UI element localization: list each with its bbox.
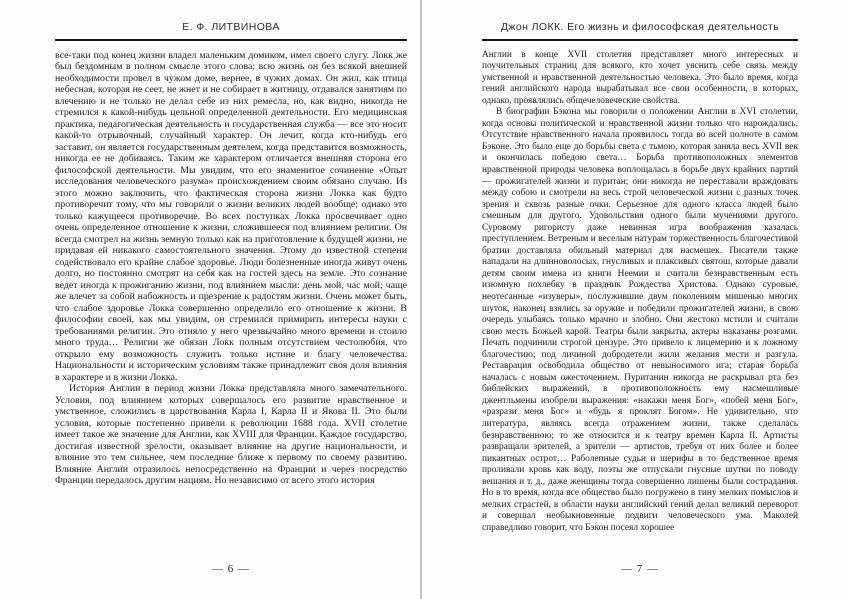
paragraph: В биографии Бэкона мы говорили о положении Англии в XVI столетии, когда основы политической и нравственной жизни только что нарождались. Отсутствие нравственного начала проявилось тогда во всей полноте в самом Бэконе. Это было еще до борьбы света с тьмою, которая заняла весь XVII век и окончилась победою света… Борьба противоположных элементов нравственной природы человека воплощалась в борьбе двух крайних партий — прожигателей жизни и пуритан; они никогда не переставали враждовать между собою и смотрели на весь строй человеческой жизни с разных точек зрения и сквозь разные очки. Серьезное для одного класса людей было смешным для другого. Удовольствия одного были мучениями другого. Суровому ригористу даже невинная игра воображения казалась преступлением. Ветреным и веселым натурам торжественность благочестивой братии доставляла обильный материал для насмешек. Писатели также нападали на длинноволосых, гнусливых и плаксивых святош, которые давали детям своим имена из книги Неемии и считали безнравственным есть изюмную похлебку в праздник Рождества Христова. Однако суровые, неотесанные «изуверы», послужившие двум поколениям мишенью многих шуток, наконец взялись за оружие и победили прожигателей жизни, в свою очередь улыбаясь только мрачно и злобно. Они жестоко мстили и считали свою месть Божьей карой. Театры были закрыты, актеры наказаны розгами. Печать подчинили строгой цензуре. Это привело к лицемерию и к ложному благочестию; под личиной добродетели жили желания мести и разгула. Реставрация освободила общество от невыносимого ига; старая борьба началась с новым ожесточением. Пуританин никогда не раскрывал рта без библейских выражений, в противоположность ему насмешливые джентльмены изобрели выражения: «накажи меня Бог», «побей меня Бог», «разрази меня Бог» и «будь я проклят Богом». Не удивительно, что литература, являясь всегда отражением жизни, также сделалась безнравственною; то же относится и к театру времен Карла II. Артисты развращали зрителей, а зрители — артистов, требуя от них более и более пикантных острот… Раболепные судьи и шерифы в то бедственное время проливали кровь как воду, поэты же отпускали гнусные шутки по поводу вешания и т. д., даже женщины тогда совершенно лишены были сострадания. Но в то время, когда все общество было погружено в тину мелких помыслов и мелких страстей, в области науки английский гений делал великий переворот и совершал необыкновенные подвиги человеческого ума. Маколей справедливо говорит, что Бэкон посеял хорошее bbox=[482, 107, 799, 533]
left-header-rule bbox=[55, 39, 407, 41]
page-gutter-divider bbox=[420, 0, 422, 599]
page-right bbox=[482, 0, 798, 599]
paragraph: Англии в конце XVII столетия представляет много интересных и поучительных страниц для всякого, кто хочет уяснить себе связь между умственной и нравственной деятельностью человека. Это было время, когда гений английского народа вырабатывал все свои особенности, в которых, однако, проявлялись общечеловеческие свойства. bbox=[482, 49, 798, 106]
left-body-text bbox=[55, 50, 407, 487]
left-page-number: — 6 — bbox=[212, 563, 250, 575]
right-body-text bbox=[482, 50, 798, 535]
left-running-head: Е. Ф. ЛИТВИНОВА bbox=[182, 21, 280, 33]
right-running-head: Джон ЛОКК. Его жизнь и философская деятельность bbox=[500, 21, 780, 33]
paragraph: все-таки под конец жизни владел маленьким домиком, имел своего слугу. Локк же был бездомным в полном смысле этого слова; всю жизнь он без всякой внешней необходимости провел в чужом доме, вернее, в чужих домах. Он жил, как птица небесная, которая не сеет, не жнет и не собирает в житницу, отдавался занятиям по влечению и не только не делал себе из них ремесла, но, как видно, никогда не стремился к какой-нибудь цельной определенной деятельности. Его медицинская практика, педагогическая деятельность и государственная служба — все это носит какой-то отрывочный, случайный характер. Он лечит, когда кто-нибудь его заставит, он является государственным деятелем, когда представится возможность, никогда ее не добиваясь. Таким же характером отличается внешняя сторона его философской деятельности. Мы увидим, что его знаменитое сочинение «Опыт исследования человеческого разума» происхождением своим обязано случаю. Из этого можно заключить, что фактическая сторона жизни Локка как будто противоречит тому, что мы говорили о жизни великих людей вообще; однако это только кажущееся противоречие. Во всех поступках Локка просвечивает одно очень определенное отношение к жизни, сложившееся под влиянием религии. Он всегда смотрел на жизнь земную только как на приготовление к будущей жизни, не придавая ей никакого самостоятельного значения. Этому до известной степени содействовало его крайне слабое здоровье. Люди болезненные иногда живут очень долго, но постоянно смотрят на себя как на гостей здесь на земле. Это сознание ведет иногда к прожиганию жизни, под влиянием мысли: день мой, час мой; чаще же влечет за собой набожность и презрение к радостям жизни. Очень может быть, что слабое здоровье Локка совершенно определило его отношение к жизни. В философии своей, как мы увидим, он стремился примирить интересы науки с требованиями религии. Это отняло у него чрезвычайно много времени и стоило много труда… Религии же обязан Локк полным отсутствием честолюбия, что открыло ему возможность служить только истине и благу человечества. Национальности и историческим условиям также принадлежит своя доля влияния в характере и в жизни Локка. bbox=[55, 49, 407, 383]
right-header-rule bbox=[482, 39, 798, 41]
right-page-number: — 7 — bbox=[621, 563, 659, 575]
page-left bbox=[55, 0, 407, 599]
paragraph: История Англии в период жизни Локка представляла много замечательного. Условия, под влиянием которых совершалось его развитие нравственное и умственное, сложились в царствования Карла I, Карла II и Якова II. Это были условия, которые постепенно привели к революции 1688 года. XVII столетие имеет такое же значение для Англии, как XVIII для Франции. Каждое государство, достигая известной зрелости, оказывает влияние на другие национальности, и влияние это тем сильнее, чем последние ближе к первому по своему развитию. Влияние Англии отразилось непосредственно на Франции и через посредство Франции передалось другим нациям. Но независимо от всего этого история bbox=[55, 383, 407, 486]
